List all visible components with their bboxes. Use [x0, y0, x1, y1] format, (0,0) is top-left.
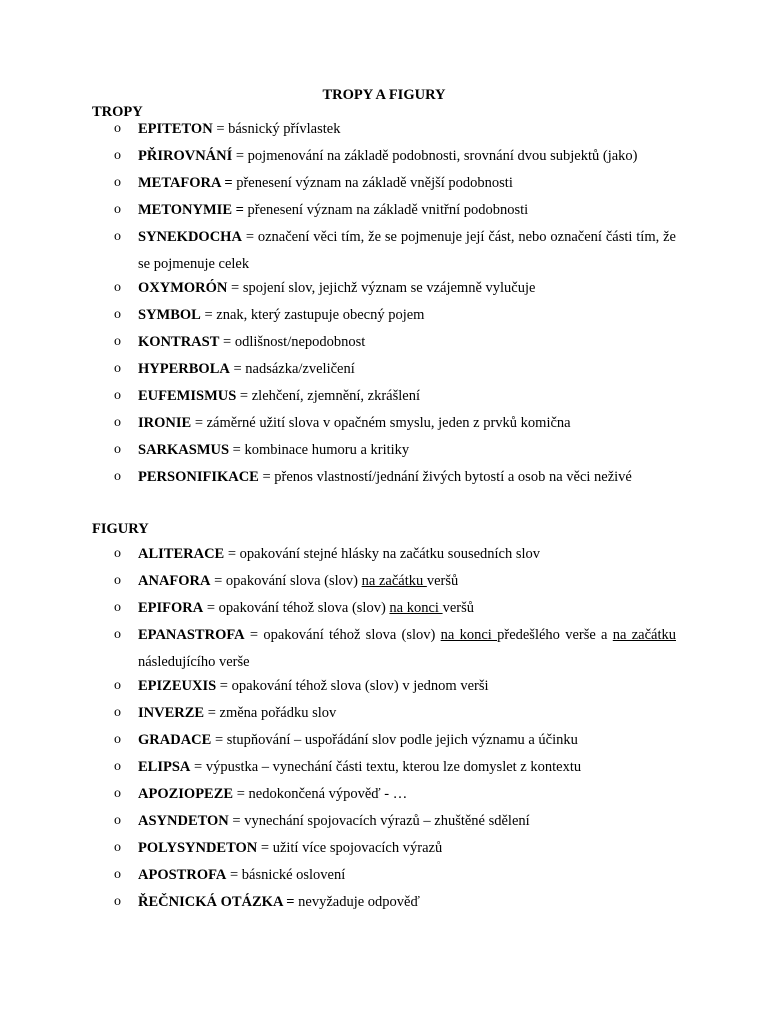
definition: = opakování stejné hlásky na začátku sousedních slov — [224, 546, 541, 562]
bullet: o — [114, 202, 121, 217]
term: SYNEKDOCHA — [138, 229, 242, 245]
bullet: o — [114, 600, 121, 615]
definition: = opakování téhož slova (slov) — [244, 627, 441, 643]
bullet: o — [114, 705, 121, 720]
list-item — [0, 839, 676, 857]
list-item — [0, 599, 676, 617]
definition: = opakování téhož slova (slov) — [203, 600, 390, 616]
definition: = opakování slova (slov) — [210, 573, 362, 589]
definition: = označení věci tím, že se pojmenuje její část, nebo označení části tím, že se pojmenuje celek — [138, 229, 676, 272]
definition-end: veršů — [442, 600, 474, 616]
term: OXYMORÓN — [138, 280, 228, 296]
term: PŘIROVNÁNÍ — [138, 148, 233, 164]
definition-end: veršů — [426, 573, 459, 589]
underlined-phrase: na konci — [389, 600, 443, 616]
list-item — [0, 785, 676, 803]
definition: = záměrné užití slova v opačném smyslu, jeden z prvků komična — [191, 415, 571, 431]
list-item — [0, 704, 676, 722]
definition: = kombinace humoru a kritiky — [229, 442, 410, 458]
list-item — [0, 279, 676, 297]
bullet: o — [114, 867, 121, 882]
bullet: o — [114, 759, 121, 774]
list-item — [0, 626, 676, 675]
definition: = básnický přívlastek — [212, 121, 341, 137]
definition: = stupňování – uspořádání slov podle jejich významu a účinku — [211, 732, 578, 748]
list-item — [0, 758, 676, 776]
list-item — [0, 468, 676, 486]
term: ANAFORA — [138, 573, 211, 589]
list-item — [0, 120, 676, 138]
definition: = zlehčení, zjemnění, zkrášlení — [236, 388, 421, 404]
section-heading-figury: FIGURY — [92, 521, 149, 537]
underlined-phrase: na začátku — [361, 573, 427, 589]
bullet: o — [114, 469, 121, 484]
term: EPANASTROFA — [138, 627, 245, 643]
term: ALITERACE — [138, 546, 225, 562]
term: HYPERBOLA — [138, 361, 230, 377]
bullet: o — [114, 442, 121, 457]
term: INVERZE — [138, 705, 205, 721]
definition: = přenos vlastností/jednání živých bytostí a osob na věci neživé — [258, 469, 632, 485]
definition: = básnické oslovení — [226, 867, 346, 883]
definition: = nedokončená výpověď - … — [233, 786, 408, 802]
bullet: o — [114, 678, 121, 693]
list-item — [0, 414, 676, 432]
term: GRADACE — [138, 732, 212, 748]
definition: přenesení význam na základě vnitřní podobnosti — [243, 202, 529, 218]
term: ASYNDETON — [138, 813, 229, 829]
bullet: o — [114, 229, 121, 244]
list-item — [0, 441, 676, 459]
list-item — [0, 228, 676, 277]
definition-middle: předešlého verše a — [497, 627, 613, 643]
bullet: o — [114, 148, 121, 163]
list-item — [0, 387, 676, 405]
list-item — [0, 360, 676, 378]
definition: = užití více spojovacích výrazů — [257, 840, 443, 856]
bullet: o — [114, 786, 121, 801]
term: EPIZEUXIS — [138, 678, 217, 694]
definition: nevyžaduje odpověď — [294, 894, 420, 910]
bullet: o — [114, 627, 121, 642]
bullet: o — [114, 415, 121, 430]
definition: = nadsázka/zveličení — [229, 361, 355, 377]
bullet: o — [114, 175, 121, 190]
underlined-phrase: na začátku — [612, 627, 676, 643]
bullet: o — [114, 280, 121, 295]
definition: = pojmenování na základě podobnosti, srovnání dvou subjektů (jako) — [232, 148, 638, 164]
list-item — [0, 333, 676, 351]
term: PERSONIFIKACE — [138, 469, 259, 485]
list-item — [0, 201, 676, 219]
term: APOSTROFA — [138, 867, 227, 883]
list-item — [0, 866, 676, 884]
term: KONTRAST — [138, 334, 220, 350]
bullet: o — [114, 732, 121, 747]
list-item — [0, 572, 676, 590]
bullet: o — [114, 334, 121, 349]
list-item — [0, 812, 676, 830]
term: EPIFORA — [138, 600, 204, 616]
definition: = výpustka – vynechání části textu, kterou lze domyslet z kontextu — [190, 759, 582, 775]
term: IRONIE — [138, 415, 192, 431]
underlined-phrase: na konci — [440, 627, 498, 643]
term: SARKASMUS — [138, 442, 230, 458]
definition: = změna pořádku slov — [204, 705, 337, 721]
term: EPITETON — [138, 121, 213, 137]
bullet: o — [114, 121, 121, 136]
bullet: o — [114, 546, 121, 561]
section-heading-tropy: TROPY — [92, 104, 143, 120]
bullet: o — [114, 813, 121, 828]
list-item — [0, 147, 676, 165]
term: ELIPSA — [138, 759, 191, 775]
term: ŘEČNICKÁ OTÁZKA = — [138, 894, 295, 910]
list-item — [0, 731, 676, 749]
definition-end: následujícího verše — [138, 653, 250, 670]
term: METAFORA = — [138, 175, 233, 191]
definition: přenesení význam na základě vnější podobnosti — [232, 175, 513, 191]
bullet: o — [114, 573, 121, 588]
definition: = odlišnost/nepodobnost — [219, 334, 366, 350]
bullet: o — [114, 388, 121, 403]
list-item — [0, 545, 676, 563]
bullet: o — [114, 361, 121, 376]
list-item — [0, 306, 676, 324]
term: METONYMIE = — [138, 202, 244, 218]
definition: = opakování téhož slova (slov) v jednom verši — [216, 678, 489, 694]
bullet: o — [114, 894, 121, 909]
term: SYMBOL — [138, 307, 201, 323]
list-item — [0, 677, 676, 695]
term: EUFEMISMUS — [138, 388, 237, 404]
definition: = znak, který zastupuje obecný pojem — [200, 307, 425, 323]
page-title: TROPY A FIGURY — [322, 87, 446, 103]
bullet: o — [114, 840, 121, 855]
list-item — [0, 174, 676, 192]
list-item — [0, 893, 676, 911]
term: POLYSYNDETON — [138, 840, 258, 856]
bullet: o — [114, 307, 121, 322]
term: APOZIOPEZE — [138, 786, 234, 802]
definition: = spojení slov, jejichž význam se vzájemně vylučuje — [227, 280, 536, 296]
definition: = vynechání spojovacích výrazů – zhuštěné sdělení — [228, 813, 530, 829]
